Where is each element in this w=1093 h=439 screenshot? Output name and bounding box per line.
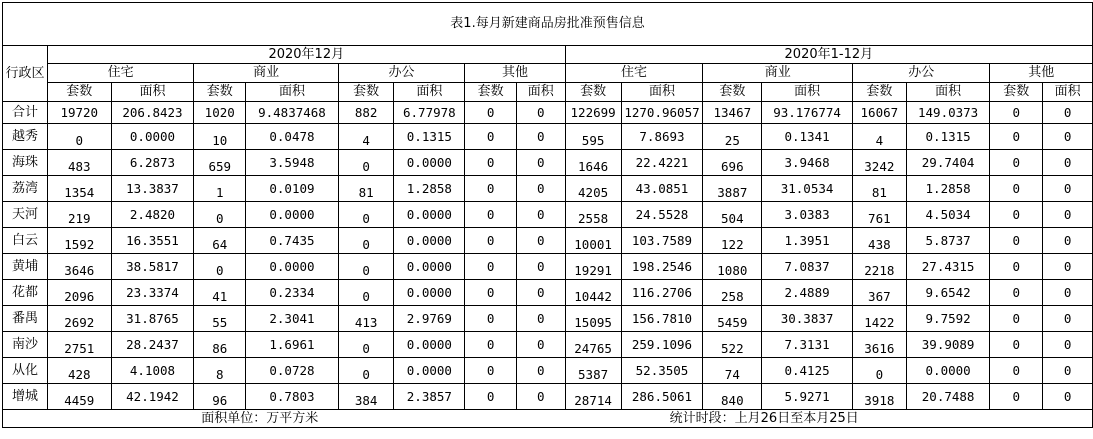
table-cell: 1354 xyxy=(47,176,111,202)
table-cell: 74 xyxy=(703,358,762,384)
table-cell: 3887 xyxy=(703,176,762,202)
table-cell: 3.9468 xyxy=(762,150,853,176)
table-cell: 31.8765 xyxy=(111,306,194,332)
table-cell: 0 xyxy=(990,176,1043,202)
table-cell: 4 xyxy=(852,124,906,150)
table-row xyxy=(3,384,1093,410)
table-cell: 0 xyxy=(990,102,1043,124)
table-cell: 31.0534 xyxy=(762,176,853,202)
table-cell: 16067 xyxy=(852,102,906,124)
count-header: 套数 xyxy=(194,83,246,102)
table-cell: 6.77978 xyxy=(394,102,465,124)
table-cell: 0.1315 xyxy=(394,124,465,150)
period-note: 统计时段：上月26日至本月25日 xyxy=(516,410,1092,428)
table-cell: 0 xyxy=(194,202,246,228)
table-cell: 0 xyxy=(338,202,394,228)
district-name: 番禺 xyxy=(3,306,48,332)
table-cell: 0 xyxy=(338,254,394,280)
count-header: 套数 xyxy=(465,83,517,102)
table-row xyxy=(3,332,1093,358)
table-cell: 0.0000 xyxy=(246,254,339,280)
table-cell: 0 xyxy=(465,280,517,306)
table-cell: 39.9089 xyxy=(906,332,990,358)
table-cell: 0 xyxy=(990,124,1043,150)
table-cell: 116.2706 xyxy=(621,280,703,306)
table-cell: 0 xyxy=(194,254,246,280)
table-cell: 0 xyxy=(1043,384,1093,410)
table-cell: 0 xyxy=(465,254,517,280)
table-row xyxy=(3,254,1093,280)
table-cell: 3918 xyxy=(852,384,906,410)
table-cell: 0 xyxy=(1043,332,1093,358)
table-cell: 0 xyxy=(516,176,565,202)
table-cell: 19720 xyxy=(47,102,111,124)
table-cell: 28714 xyxy=(565,384,621,410)
district-name: 白云 xyxy=(3,228,48,254)
category-header: 办公 xyxy=(852,64,990,83)
table-cell: 6.2873 xyxy=(111,150,194,176)
table-cell: 1646 xyxy=(565,150,621,176)
table-cell: 8 xyxy=(194,358,246,384)
table-cell: 0.0000 xyxy=(394,228,465,254)
table-cell: 0.0000 xyxy=(906,358,990,384)
table-cell: 42.1942 xyxy=(111,384,194,410)
table-cell: 64 xyxy=(194,228,246,254)
table-cell: 0.1341 xyxy=(762,124,853,150)
table-cell: 2.3857 xyxy=(394,384,465,410)
area-header: 面积 xyxy=(246,83,339,102)
table-cell: 149.0373 xyxy=(906,102,990,124)
table-row xyxy=(3,150,1093,176)
area-header: 面积 xyxy=(111,83,194,102)
table-cell: 0 xyxy=(990,358,1043,384)
table-cell: 0 xyxy=(338,228,394,254)
table-cell: 0 xyxy=(465,176,517,202)
table-cell: 0.0000 xyxy=(394,202,465,228)
table-cell: 4 xyxy=(338,124,394,150)
area-header: 面积 xyxy=(762,83,853,102)
area-header: 面积 xyxy=(394,83,465,102)
table-cell: 0.0728 xyxy=(246,358,339,384)
table-cell: 0 xyxy=(1043,280,1093,306)
table-cell: 27.4315 xyxy=(906,254,990,280)
category-header: 其他 xyxy=(465,64,565,83)
table-cell: 2751 xyxy=(47,332,111,358)
table-cell: 0.0109 xyxy=(246,176,339,202)
table-cell: 367 xyxy=(852,280,906,306)
table-cell: 2218 xyxy=(852,254,906,280)
table-cell: 659 xyxy=(194,150,246,176)
table-cell: 23.3374 xyxy=(111,280,194,306)
table-cell: 0 xyxy=(516,124,565,150)
table-cell: 0 xyxy=(465,102,517,124)
table-cell: 3646 xyxy=(47,254,111,280)
table-title: 表1.每月新建商品房批准预售信息 xyxy=(3,3,1093,46)
count-header: 套数 xyxy=(703,83,762,102)
table-cell: 206.8423 xyxy=(111,102,194,124)
count-header: 套数 xyxy=(852,83,906,102)
table-cell: 16.3551 xyxy=(111,228,194,254)
table-cell: 2.4889 xyxy=(762,280,853,306)
table-cell: 0.0000 xyxy=(394,150,465,176)
table-cell: 438 xyxy=(852,228,906,254)
table-cell: 0 xyxy=(1043,358,1093,384)
table-cell: 20.7488 xyxy=(906,384,990,410)
table-cell: 219 xyxy=(47,202,111,228)
area-header: 面积 xyxy=(516,83,565,102)
table-cell: 413 xyxy=(338,306,394,332)
table-cell: 3242 xyxy=(852,150,906,176)
category-header: 商业 xyxy=(703,64,852,83)
table-cell: 0 xyxy=(47,124,111,150)
table-cell: 3616 xyxy=(852,332,906,358)
table-cell: 15095 xyxy=(565,306,621,332)
table-cell: 1422 xyxy=(852,306,906,332)
district-name: 从化 xyxy=(3,358,48,384)
district-name: 增城 xyxy=(3,384,48,410)
count-header: 套数 xyxy=(565,83,621,102)
table-cell: 43.0851 xyxy=(621,176,703,202)
table-cell: 55 xyxy=(194,306,246,332)
table-row xyxy=(3,124,1093,150)
table-cell: 0 xyxy=(990,280,1043,306)
table-cell: 0 xyxy=(465,306,517,332)
table-cell: 3.0383 xyxy=(762,202,853,228)
table-cell: 2692 xyxy=(47,306,111,332)
table-cell: 504 xyxy=(703,202,762,228)
category-header: 住宅 xyxy=(565,64,703,83)
table-cell: 5459 xyxy=(703,306,762,332)
table-cell: 5.9271 xyxy=(762,384,853,410)
table-cell: 24.5528 xyxy=(621,202,703,228)
table-cell: 0 xyxy=(465,228,517,254)
table-cell: 4.1008 xyxy=(111,358,194,384)
table-cell: 1.2858 xyxy=(906,176,990,202)
table-cell: 19291 xyxy=(565,254,621,280)
table-cell: 2.3041 xyxy=(246,306,339,332)
table-cell: 0.0000 xyxy=(394,358,465,384)
table-cell: 259.1096 xyxy=(621,332,703,358)
table-cell: 0 xyxy=(465,150,517,176)
table-cell: 0.7803 xyxy=(246,384,339,410)
table-cell: 0 xyxy=(338,332,394,358)
table-cell: 0 xyxy=(338,150,394,176)
table-cell: 0 xyxy=(990,384,1043,410)
table-cell: 122699 xyxy=(565,102,621,124)
table-cell: 1080 xyxy=(703,254,762,280)
table-cell: 384 xyxy=(338,384,394,410)
count-header: 套数 xyxy=(338,83,394,102)
district-name: 花都 xyxy=(3,280,48,306)
table-cell: 0 xyxy=(516,306,565,332)
table-cell: 0 xyxy=(1043,124,1093,150)
table-cell: 2.9769 xyxy=(394,306,465,332)
table-cell: 0 xyxy=(516,280,565,306)
category-header: 商业 xyxy=(194,64,338,83)
table-cell: 81 xyxy=(852,176,906,202)
table-row xyxy=(3,228,1093,254)
district-name: 黄埔 xyxy=(3,254,48,280)
table-cell: 3.5948 xyxy=(246,150,339,176)
table-cell: 0 xyxy=(338,280,394,306)
table-cell: 2558 xyxy=(565,202,621,228)
table-cell: 696 xyxy=(703,150,762,176)
table-cell: 10 xyxy=(194,124,246,150)
presale-table xyxy=(2,2,1093,428)
district-name: 合计 xyxy=(3,102,48,124)
table-cell: 0 xyxy=(1043,102,1093,124)
table-cell: 2.4820 xyxy=(111,202,194,228)
table-cell: 1.2858 xyxy=(394,176,465,202)
area-header: 面积 xyxy=(621,83,703,102)
table-cell: 0 xyxy=(338,358,394,384)
table-cell: 0 xyxy=(465,124,517,150)
table-cell: 0 xyxy=(516,384,565,410)
count-header: 套数 xyxy=(47,83,111,102)
table-cell: 198.2546 xyxy=(621,254,703,280)
table-cell: 1.3951 xyxy=(762,228,853,254)
table-cell: 428 xyxy=(47,358,111,384)
table-cell: 0 xyxy=(516,102,565,124)
table-cell: 29.7404 xyxy=(906,150,990,176)
district-name: 海珠 xyxy=(3,150,48,176)
table-cell: 0.2334 xyxy=(246,280,339,306)
table-cell: 25 xyxy=(703,124,762,150)
table-cell: 0 xyxy=(465,332,517,358)
table-cell: 0 xyxy=(990,228,1043,254)
table-cell: 0.4125 xyxy=(762,358,853,384)
period-header-december: 2020年12月 xyxy=(47,46,565,64)
table-cell: 0.0000 xyxy=(111,124,194,150)
table-row xyxy=(3,202,1093,228)
table-row xyxy=(3,306,1093,332)
table-cell: 10442 xyxy=(565,280,621,306)
table-cell: 840 xyxy=(703,384,762,410)
table-cell: 0 xyxy=(1043,228,1093,254)
total-row xyxy=(3,102,1093,124)
table-cell: 0 xyxy=(1043,254,1093,280)
table-cell: 286.5061 xyxy=(621,384,703,410)
table-cell: 1 xyxy=(194,176,246,202)
category-header: 其他 xyxy=(990,64,1093,83)
district-header: 行政区 xyxy=(3,46,48,102)
table-cell: 7.3131 xyxy=(762,332,853,358)
table-cell: 0.0000 xyxy=(394,332,465,358)
category-header: 办公 xyxy=(338,64,464,83)
table-row xyxy=(3,176,1093,202)
table-cell: 9.6542 xyxy=(906,280,990,306)
table-cell: 0 xyxy=(1043,306,1093,332)
table-cell: 0 xyxy=(465,384,517,410)
table-cell: 0.0000 xyxy=(246,202,339,228)
district-name: 天河 xyxy=(3,202,48,228)
table-cell: 122 xyxy=(703,228,762,254)
table-cell: 0.0000 xyxy=(394,280,465,306)
table-cell: 0.7435 xyxy=(246,228,339,254)
table-cell: 0 xyxy=(990,150,1043,176)
table-cell: 81 xyxy=(338,176,394,202)
table-cell: 0 xyxy=(516,228,565,254)
table-cell: 103.7589 xyxy=(621,228,703,254)
table-cell: 13467 xyxy=(703,102,762,124)
district-name: 南沙 xyxy=(3,332,48,358)
table-cell: 86 xyxy=(194,332,246,358)
table-cell: 0 xyxy=(1043,176,1093,202)
table-cell: 38.5817 xyxy=(111,254,194,280)
count-header: 套数 xyxy=(990,83,1043,102)
category-header: 住宅 xyxy=(47,64,193,83)
table-cell: 0.1315 xyxy=(906,124,990,150)
table-cell: 7.0837 xyxy=(762,254,853,280)
table-cell: 52.3505 xyxy=(621,358,703,384)
table-cell: 13.3837 xyxy=(111,176,194,202)
table-cell: 1020 xyxy=(194,102,246,124)
table-cell: 30.3837 xyxy=(762,306,853,332)
area-header: 面积 xyxy=(1043,83,1093,102)
district-name: 越秀 xyxy=(3,124,48,150)
table-row xyxy=(3,358,1093,384)
table-cell: 2096 xyxy=(47,280,111,306)
table-cell: 9.7592 xyxy=(906,306,990,332)
table-cell: 156.7810 xyxy=(621,306,703,332)
district-name: 荔湾 xyxy=(3,176,48,202)
table-cell: 0 xyxy=(1043,202,1093,228)
table-cell: 4205 xyxy=(565,176,621,202)
table-cell: 0 xyxy=(990,306,1043,332)
table-cell: 24765 xyxy=(565,332,621,358)
table-cell: 0 xyxy=(516,332,565,358)
table-cell: 10001 xyxy=(565,228,621,254)
table-cell: 0 xyxy=(516,358,565,384)
table-cell: 0 xyxy=(852,358,906,384)
table-cell: 96 xyxy=(194,384,246,410)
table-cell: 5.8737 xyxy=(906,228,990,254)
table-cell: 1270.96057 xyxy=(621,102,703,124)
table-cell: 4.5034 xyxy=(906,202,990,228)
table-cell: 1592 xyxy=(47,228,111,254)
table-cell: 28.2437 xyxy=(111,332,194,358)
table-cell: 0 xyxy=(990,332,1043,358)
table-cell: 595 xyxy=(565,124,621,150)
table-cell: 0 xyxy=(516,150,565,176)
period-header-full-year: 2020年1-12月 xyxy=(565,46,1092,64)
table-cell: 22.4221 xyxy=(621,150,703,176)
table-cell: 1.6961 xyxy=(246,332,339,358)
table-cell: 522 xyxy=(703,332,762,358)
table-cell: 0 xyxy=(465,358,517,384)
table-cell: 5387 xyxy=(565,358,621,384)
table-cell: 93.176774 xyxy=(762,102,853,124)
table-cell: 9.4837468 xyxy=(246,102,339,124)
table-cell: 483 xyxy=(47,150,111,176)
table-cell: 258 xyxy=(703,280,762,306)
table-cell: 882 xyxy=(338,102,394,124)
table-cell: 0 xyxy=(516,202,565,228)
table-cell: 41 xyxy=(194,280,246,306)
table-cell: 0.0000 xyxy=(394,254,465,280)
table-cell: 0 xyxy=(516,254,565,280)
area-header: 面积 xyxy=(906,83,990,102)
table-cell: 761 xyxy=(852,202,906,228)
unit-note: 面积单位：万平方米 xyxy=(3,410,517,428)
table-row xyxy=(3,280,1093,306)
table-cell: 0 xyxy=(990,202,1043,228)
table-cell: 0 xyxy=(1043,150,1093,176)
table-cell: 7.8693 xyxy=(621,124,703,150)
table-cell: 4459 xyxy=(47,384,111,410)
table-cell: 0.0478 xyxy=(246,124,339,150)
table-cell: 0 xyxy=(990,254,1043,280)
table-cell: 0 xyxy=(465,202,517,228)
